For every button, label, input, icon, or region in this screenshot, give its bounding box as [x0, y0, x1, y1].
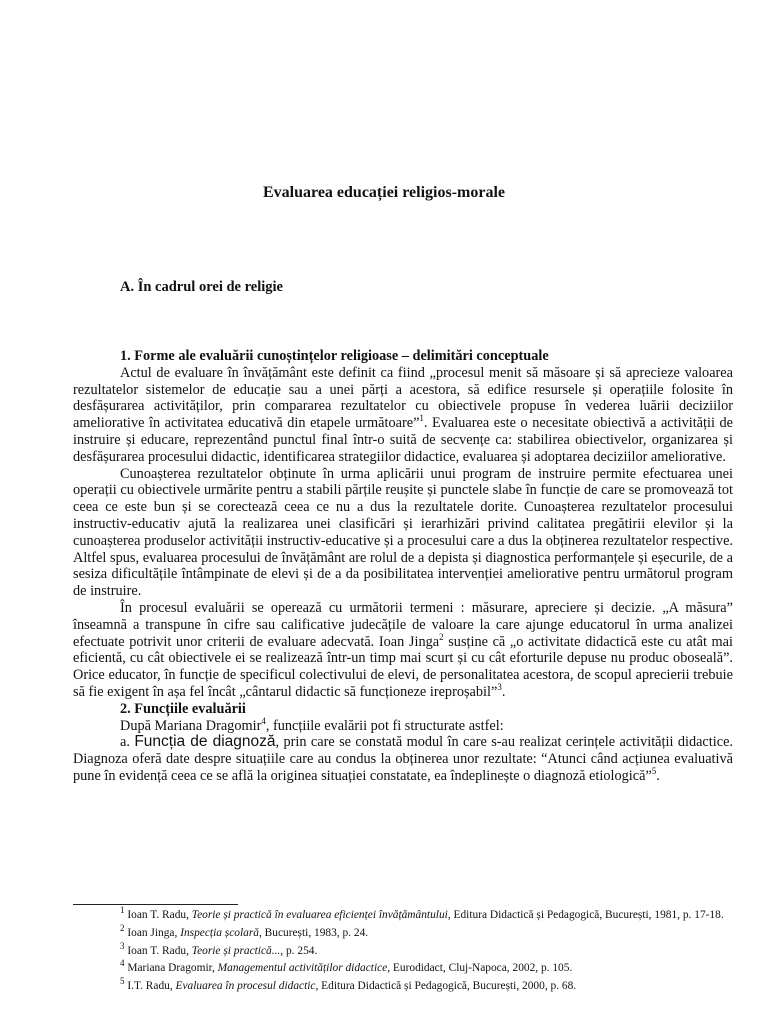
paragraph-4 [73, 715, 733, 735]
footnote-3-publisher: , p. 254. [280, 944, 318, 957]
page-title: Evaluarea educației religios-morale [262, 184, 506, 201]
footnote-ref-3[interactable]: 3 [497, 682, 502, 693]
footnote-ref-4[interactable]: 4 [261, 715, 266, 726]
paragraph-5 [73, 734, 733, 784]
footnote-5-author: I.T. Radu, [124, 980, 176, 993]
footnote-4-title: Managementul activităților didactice [217, 962, 388, 975]
footnote-4 [73, 958, 733, 976]
section-2-heading [73, 701, 733, 718]
paragraph-1-text-cont: . Evaluarea este o necesitate obiectivă a activității de instruire și educare, reprezentând punctul final într-o suită de secvențe ca: stabilirea obiectivelor, organizarea și desfășurarea procesului didactic, identificarea strategiilor didactice, evaluarea și adoptarea deciziilor ameliorative. [73, 415, 733, 465]
section-1-heading-text: 1. Forme ale evaluării cunoștințelor religioase – delimitări conceptuale [120, 348, 549, 364]
paragraph-2: Cunoașterea rezultatelor obținute în urma aplicării unui program de instruire permite efectuarea unei operații cu obiectivele urmărite pentru a stabili părțile reușite și punctele slabe în funcție de care se promovează tot ceea ce este bun și se corectează ceea ce nu a dus la rezultatele dorite. Cunoașterea rezultatelor procesului instructiv-educativ ajută la realizarea unei clasificări și ierarhizări privind calitatea pregătirii elevilor și la cunoașterea produselor activității instructiv-educative și a procesului care a dus la obținerea rezultatelor respective. Altfel spus, evaluarea procesului de învățământ are rolul de a depista și diagnostica performanțele și eșecurile, de a sesiza dificultățile întâmpinate de elevi și de a da posibilitatea intervenției ameliorative pentru următorul program de instruire. [73, 465, 733, 600]
footnote-ref-1[interactable]: 1 [419, 413, 424, 424]
footnote-separator [73, 904, 238, 905]
main-body [73, 348, 733, 785]
footnote-2-publisher: , București, 1983, p. 24. [258, 926, 369, 939]
footnote-3 [73, 940, 733, 959]
footnote-4-author: Mariana Dragomir, [124, 962, 218, 975]
section-2-heading-text: 2. Funcțiile evaluării [120, 700, 246, 717]
footnote-5-publisher: , Editura Didactică și Pedagogică, București, 2000, p. 68. [315, 980, 577, 993]
footnote-5-title: Evaluarea în procesul didactic [175, 980, 316, 993]
footnotes [73, 905, 733, 997]
section-a-heading: A. În cadrul orei de religie [120, 279, 283, 295]
item-a-letter: a. [120, 734, 130, 751]
paragraph-4-text: După Mariana Dragomir [120, 717, 262, 734]
footnote-ref-2[interactable]: 2 [439, 631, 444, 642]
footnote-1-author: Ioan T. Radu, [124, 909, 192, 921]
footnote-1-number: 1 [120, 905, 125, 916]
footnote-1-title: Teorie și practică în evaluarea eficienței învățământului [191, 909, 448, 921]
paragraph-1-text: Actul de evaluare în învățământ este definit ca fiind „procesul menit să măsoare și să aprecieze valoarea rezultatelor sistemelor de educație sau a unei părți a acestora, să edifice resursele și operațiile folosite în desfășurarea activităților, prin compararea rezultatelor cu obiectivele propuse în vederea luării deciziilor ameliorative în activitatea educativă din etapele următoare” [73, 364, 733, 432]
footnote-3-author: Ioan T. Radu, [124, 944, 192, 957]
paragraph-1 [73, 365, 733, 466]
footnote-1-publisher: , Editura Didactică și Pedagogică, București, 1981, p. 17-18. [447, 909, 724, 921]
item-a-title: Funcția de diagnoză [134, 733, 276, 751]
paragraph-3-text-cont: susține că „o activitate didactică este cu atât mai eficientă, cu cât obiectivele ei se realizează într-un timp mai scurt și cu cât eforturile depuse nu produc oboseală”. Orice educator, în funcție de specificul colectivului de elevi, de personalitatea acestora, de scopul aprecierii trebuie să fie exigent în așa fel încât „cântarul didactic să funcționeze ireproșabil” [73, 633, 733, 700]
paragraph-3-text: În procesul evaluării se operează cu următorii termeni : măsurare, apreciere și decizie. „A măsura” înseamnă a transpune în cifre sau calificative judecățile de valoare la care ajunge educatorul în urma analizei efectuate potrivit unor criterii de evaluare adecvată. Ioan Jinga [73, 599, 733, 650]
footnote-1 [73, 905, 733, 923]
footnote-4-number: 4 [120, 958, 125, 969]
paragraph-3 [73, 600, 733, 701]
footnote-3-number: 3 [120, 940, 125, 951]
footnote-2-number: 2 [120, 923, 125, 933]
footnote-5-number: 5 [120, 976, 125, 987]
paragraph-4-text-cont: , funcțiile evalării pot fi structurate astfel: [265, 717, 504, 734]
footnote-2 [73, 923, 733, 941]
footnote-5 [73, 976, 733, 994]
section-1-heading [73, 348, 733, 365]
footnote-2-title: Inspecția școlară [180, 926, 259, 939]
paragraph-3-end: . [501, 683, 506, 700]
item-a-text: , prin care se constată modul în care s-au realizat cerințele activității didactice. Diagnoza oferă date despre situațiile care au condus la obținerea unor rezultate: “Atunci când acțiunea evaluativă pune în evidență ceea ce se află la originea situației constatate, ea îndeplinește o diagnoză etiologică” [73, 734, 733, 784]
footnote-4-publisher: , Eurodidact, Cluj-Napoca, 2002, p. 105. [387, 962, 573, 975]
item-a-end: . [656, 767, 660, 784]
footnote-2-author: Ioan Jinga, [124, 926, 181, 939]
footnote-ref-5[interactable]: 5 [651, 766, 657, 777]
footnote-3-title: Teorie și practică... [191, 944, 281, 957]
